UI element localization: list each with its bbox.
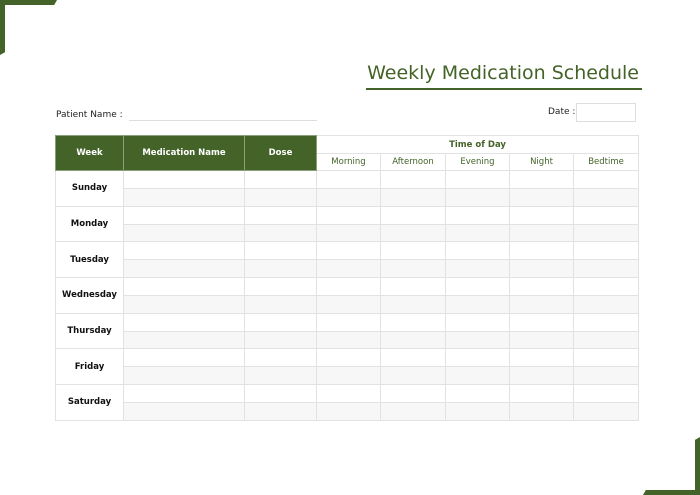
schedule-cell[interactable] bbox=[510, 385, 574, 403]
schedule-cell[interactable] bbox=[245, 188, 317, 206]
schedule-cell[interactable] bbox=[245, 242, 317, 260]
schedule-cell[interactable] bbox=[446, 188, 510, 206]
header-week: Week bbox=[56, 136, 124, 171]
schedule-cell[interactable] bbox=[245, 278, 317, 296]
corner-decoration bbox=[643, 490, 700, 495]
schedule-cell[interactable] bbox=[381, 224, 446, 242]
schedule-cell[interactable] bbox=[446, 402, 510, 420]
schedule-cell[interactable] bbox=[245, 260, 317, 278]
schedule-cell[interactable] bbox=[446, 224, 510, 242]
schedule-cell[interactable] bbox=[317, 295, 381, 313]
schedule-cell[interactable] bbox=[446, 313, 510, 331]
schedule-cell[interactable] bbox=[574, 224, 639, 242]
corner-decoration bbox=[0, 0, 57, 5]
schedule-cell[interactable] bbox=[124, 349, 245, 367]
schedule-cell[interactable] bbox=[510, 242, 574, 260]
schedule-cell[interactable] bbox=[381, 242, 446, 260]
day-label: Tuesday bbox=[56, 242, 124, 278]
schedule-cell[interactable] bbox=[446, 206, 510, 224]
table-row bbox=[56, 188, 639, 206]
schedule-cell[interactable] bbox=[124, 171, 245, 189]
schedule-cell[interactable] bbox=[124, 188, 245, 206]
schedule-cell[interactable] bbox=[317, 402, 381, 420]
header-time-of-day: Time of Day bbox=[317, 136, 639, 154]
table-row bbox=[56, 349, 639, 367]
schedule-cell[interactable] bbox=[317, 367, 381, 385]
header-morning: Morning bbox=[317, 154, 381, 171]
schedule-cell[interactable] bbox=[245, 385, 317, 403]
schedule-cell[interactable] bbox=[245, 295, 317, 313]
schedule-cell[interactable] bbox=[124, 206, 245, 224]
schedule-cell[interactable] bbox=[510, 313, 574, 331]
corner-decoration bbox=[695, 437, 700, 495]
schedule-table bbox=[55, 135, 639, 421]
day-label: Sunday bbox=[56, 171, 124, 207]
schedule-cell[interactable] bbox=[574, 171, 639, 189]
schedule-cell[interactable] bbox=[245, 331, 317, 349]
schedule-cell[interactable] bbox=[317, 349, 381, 367]
schedule-cell[interactable] bbox=[317, 331, 381, 349]
table-row bbox=[56, 385, 639, 403]
schedule-cell[interactable] bbox=[381, 331, 446, 349]
schedule-cell[interactable] bbox=[381, 171, 446, 189]
date-label: Date : bbox=[548, 107, 576, 117]
schedule-cell[interactable] bbox=[446, 331, 510, 349]
schedule-cell[interactable] bbox=[510, 402, 574, 420]
schedule-cell[interactable] bbox=[574, 331, 639, 349]
schedule-cell[interactable] bbox=[245, 349, 317, 367]
schedule-cell[interactable] bbox=[124, 242, 245, 260]
schedule-cell[interactable] bbox=[381, 385, 446, 403]
schedule-cell[interactable] bbox=[381, 206, 446, 224]
table-row bbox=[56, 367, 639, 385]
schedule-cell[interactable] bbox=[317, 385, 381, 403]
schedule-cell[interactable] bbox=[574, 349, 639, 367]
page-title: Weekly Medication Schedule bbox=[367, 62, 639, 84]
schedule-cell[interactable] bbox=[510, 206, 574, 224]
table-row bbox=[56, 295, 639, 313]
day-label: Saturday bbox=[56, 385, 124, 421]
schedule-cell[interactable] bbox=[574, 188, 639, 206]
schedule-cell[interactable] bbox=[446, 295, 510, 313]
schedule-cell[interactable] bbox=[124, 224, 245, 242]
schedule-cell[interactable] bbox=[381, 188, 446, 206]
schedule-cell[interactable] bbox=[245, 171, 317, 189]
schedule-cell[interactable] bbox=[124, 331, 245, 349]
schedule-cell[interactable] bbox=[317, 188, 381, 206]
schedule-cell[interactable] bbox=[446, 367, 510, 385]
schedule-cell[interactable] bbox=[317, 260, 381, 278]
schedule-cell[interactable] bbox=[446, 242, 510, 260]
date-field[interactable] bbox=[576, 103, 636, 122]
header-night: Night bbox=[510, 154, 574, 171]
header-evening: Evening bbox=[446, 154, 510, 171]
schedule-cell[interactable] bbox=[446, 171, 510, 189]
corner-decoration bbox=[0, 0, 5, 55]
schedule-cell[interactable] bbox=[510, 188, 574, 206]
schedule-cell[interactable] bbox=[574, 313, 639, 331]
patient-name-field[interactable] bbox=[129, 120, 317, 121]
schedule-cell[interactable] bbox=[124, 385, 245, 403]
schedule-cell[interactable] bbox=[574, 385, 639, 403]
day-label: Friday bbox=[56, 349, 124, 385]
header-afternoon: Afternoon bbox=[381, 154, 446, 171]
schedule-cell[interactable] bbox=[245, 206, 317, 224]
schedule-cell[interactable] bbox=[317, 242, 381, 260]
schedule-cell[interactable] bbox=[381, 367, 446, 385]
schedule-cell[interactable] bbox=[510, 349, 574, 367]
schedule-cell[interactable] bbox=[381, 349, 446, 367]
schedule-cell[interactable] bbox=[574, 278, 639, 296]
schedule-cell[interactable] bbox=[381, 313, 446, 331]
schedule-cell[interactable] bbox=[381, 278, 446, 296]
day-label: Thursday bbox=[56, 313, 124, 349]
schedule-cell[interactable] bbox=[446, 385, 510, 403]
schedule-cell[interactable] bbox=[124, 295, 245, 313]
schedule-cell[interactable] bbox=[124, 278, 245, 296]
schedule-cell[interactable] bbox=[124, 313, 245, 331]
title-underline bbox=[366, 88, 642, 90]
schedule-cell[interactable] bbox=[317, 313, 381, 331]
schedule-cell[interactable] bbox=[124, 402, 245, 420]
table-row bbox=[56, 402, 639, 420]
schedule-cell[interactable] bbox=[574, 242, 639, 260]
table-row bbox=[56, 171, 639, 189]
schedule-cell[interactable] bbox=[574, 295, 639, 313]
schedule-cell[interactable] bbox=[446, 349, 510, 367]
schedule-cell[interactable] bbox=[574, 206, 639, 224]
schedule-cell[interactable] bbox=[510, 260, 574, 278]
patient-name-label: Patient Name : bbox=[56, 110, 123, 120]
schedule-cell[interactable] bbox=[574, 402, 639, 420]
schedule-cell[interactable] bbox=[317, 278, 381, 296]
day-label: Wednesday bbox=[56, 278, 124, 314]
schedule-cell[interactable] bbox=[510, 331, 574, 349]
header-bedtime: Bedtime bbox=[574, 154, 639, 171]
table-row bbox=[56, 278, 639, 296]
table-row bbox=[56, 331, 639, 349]
schedule-cell[interactable] bbox=[245, 367, 317, 385]
schedule-cell[interactable] bbox=[510, 278, 574, 296]
schedule-cell[interactable] bbox=[510, 295, 574, 313]
schedule-cell[interactable] bbox=[245, 313, 317, 331]
schedule-cell[interactable] bbox=[381, 295, 446, 313]
day-label: Monday bbox=[56, 206, 124, 242]
header-dose: Dose bbox=[245, 136, 317, 171]
schedule-cell[interactable] bbox=[446, 278, 510, 296]
table-row bbox=[56, 242, 639, 260]
table-row bbox=[56, 224, 639, 242]
schedule-cell[interactable] bbox=[381, 402, 446, 420]
table-row bbox=[56, 206, 639, 224]
schedule-cell[interactable] bbox=[317, 224, 381, 242]
table-row bbox=[56, 260, 639, 278]
schedule-cell[interactable] bbox=[317, 171, 381, 189]
table-row bbox=[56, 313, 639, 331]
schedule-cell[interactable] bbox=[245, 224, 317, 242]
schedule-cell[interactable] bbox=[124, 260, 245, 278]
header-medication: Medication Name bbox=[124, 136, 245, 171]
schedule-cell[interactable] bbox=[574, 367, 639, 385]
schedule-cell[interactable] bbox=[510, 367, 574, 385]
schedule-cell[interactable] bbox=[245, 402, 317, 420]
schedule-cell[interactable] bbox=[574, 260, 639, 278]
schedule-cell[interactable] bbox=[446, 260, 510, 278]
schedule-cell[interactable] bbox=[510, 224, 574, 242]
schedule-cell[interactable] bbox=[124, 367, 245, 385]
schedule-cell[interactable] bbox=[510, 171, 574, 189]
schedule-cell[interactable] bbox=[317, 206, 381, 224]
schedule-cell[interactable] bbox=[381, 260, 446, 278]
